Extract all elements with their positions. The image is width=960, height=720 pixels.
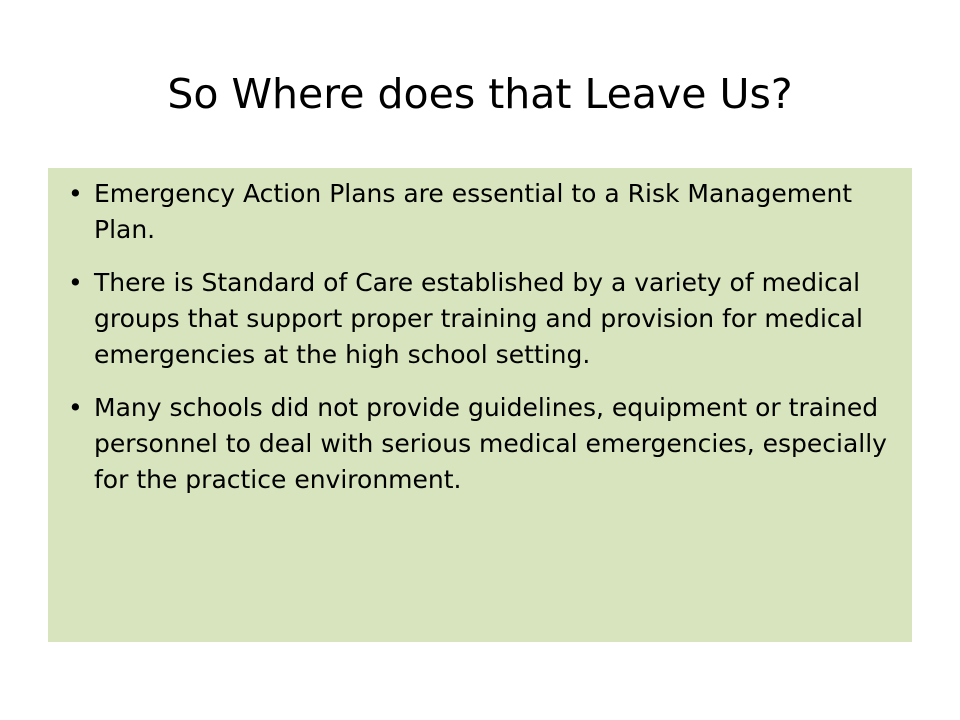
bullet-text: There is Standard of Care established by a variety of medical groups that support proper training and provision for medical emergencies at the high school setting.: [94, 268, 863, 369]
bullet-item: [68, 265, 890, 373]
bullet-item: [68, 390, 890, 498]
bullet-text: Emergency Action Plans are essential to a Risk Management Plan.: [94, 179, 853, 244]
bullet-item: [68, 176, 890, 248]
bullet-icon: •: [68, 179, 83, 208]
bullet-text: Many schools did not provide guidelines, equipment or trained personnel to deal with serious medical emergencies, especially for the practice environment.: [94, 393, 887, 494]
bullet-list: [68, 176, 890, 498]
bullet-icon: •: [68, 393, 83, 422]
slide-title: So Where does that Leave Us?: [167, 70, 793, 118]
content-box: [48, 168, 912, 642]
bullet-icon: •: [68, 268, 83, 297]
